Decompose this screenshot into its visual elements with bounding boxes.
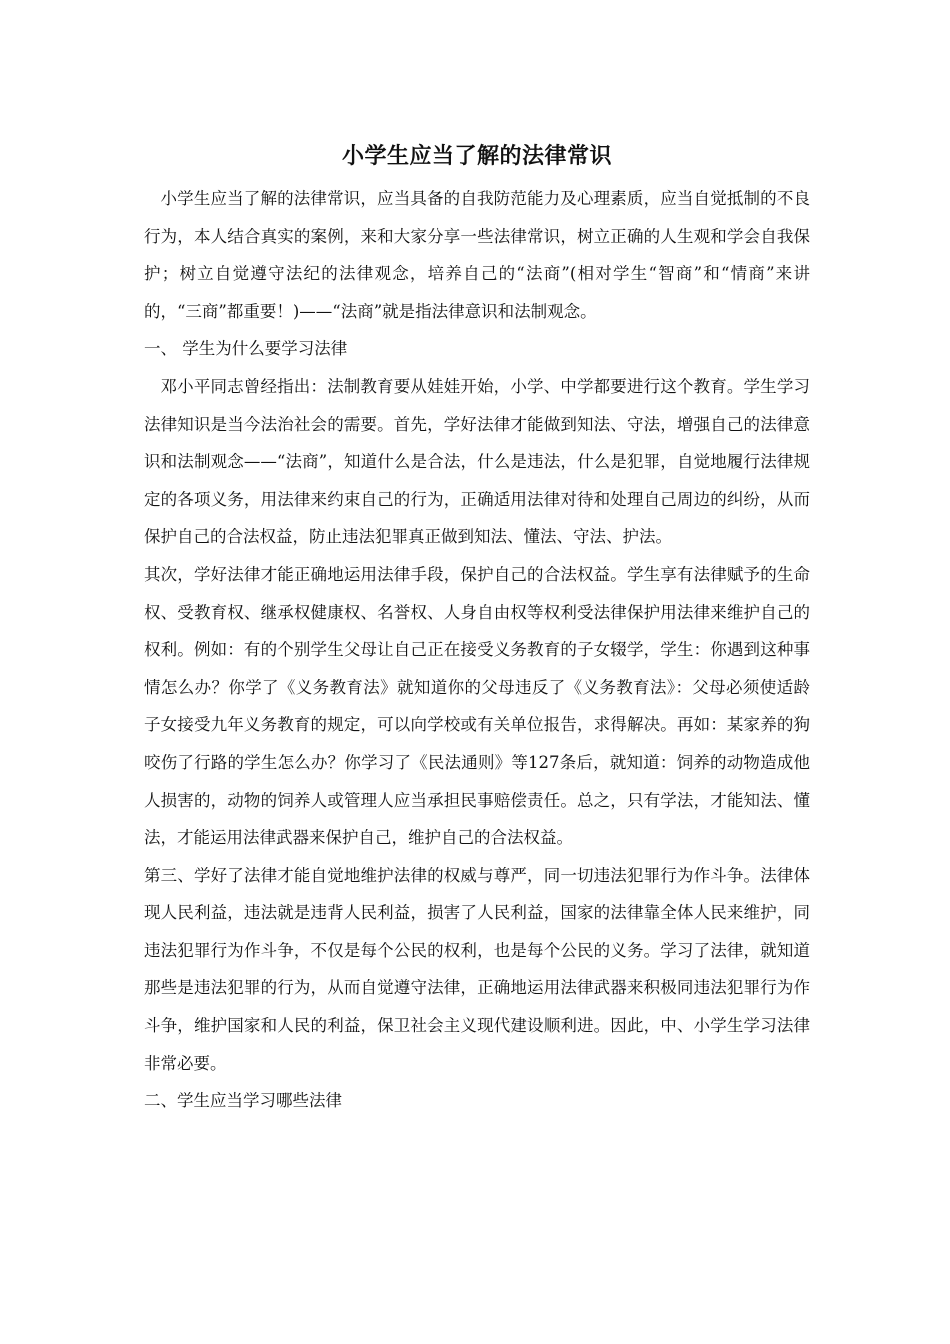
section-1-paragraph-1: 邓小平同志曾经指出：法制教育要从娃娃开始，小学、中学都要进行这个教育。学生学习法律知识是当今法治社会的需要。首先，学好法律才能做到知法、守法，增强自己的法律意识和法制观念——“法商”，知道什么是合法，什么是违法，什么是犯罪，自觉地履行法律规定的各项义务，用法律来约束自己的行为，正确适用法律对待和处理自己周边的纠纷，从而保护自己的合法权益，防止违法犯罪真正做到知法、懂法、守法、护法。 — [144, 376, 810, 547]
section-1-paragraph-3: 第三、学好了法律才能自觉地维护法律的权威与尊严，同一切违法犯罪行为作斗争。法律体现人民利益，违法就是违背人民利益，损害了人民利益，国家的法律靠全体人民来维护，同违法犯罪行为作斗争，不仅是每个公民的权利，也是每个公民的义务。学习了法律，就知道那些是违法犯罪的行为，从而自觉遵守法律，正确地运用法律武器来积极同违法犯罪行为作斗争，维护国家和人民的利益，保卫社会主义现代建设顺利进。因此，中、小学生学习法律非常必要。 — [144, 865, 810, 1073]
section-1-paragraph-2: 其次，学好法律才能正确地运用法律手段，保护自己的合法权益。学生享有法律赋予的生命权、受教育权、继承权健康权、名誉权、人身自由权等权利受法律保护用法律来维护自己的权利。例如：有的个别学生父母让自己正在接受义务教育的子女辍学，学生：你遇到这种事情怎么办？你学了《义务教育法》就知道你的父母违反了《义务教育法》：父母必须使适龄子女接受九年义务教育的规定，可以向学校或有关单位报告，求得解决。再如：某家养的狗咬伤了行路的学生怎么办？你学习了《民法通则》等127条后，就知道：饲养的动物造成他人损害的，动物的饲养人或管理人应当承担民事赔偿责任。总之，只有学法，才能知法、懂法，才能运用法律武器来保护自己，维护自己的合法权益。 — [144, 564, 810, 848]
section-2-heading: 二、学生应当学习哪些法律 — [144, 1091, 342, 1111]
section-1-heading: 一、 学生为什么要学习法律 — [144, 339, 348, 359]
document-page — [144, 140, 810, 1120]
intro-paragraph: 小学生应当了解的法律常识，应当具备的自我防范能力及心理素质，应当自觉抵制的不良行为，本人结合真实的案例，来和大家分享一些法律常识，树立正确的人生观和学会自我保护；树立自觉遵守法纪的法律观念，培养自己的“法商”(相对学生“智商”和“情商”来讲的，“三商”都重要！)——“法商”就是指法律意识和法制观念。 — [144, 189, 810, 321]
document-title: 小学生应当了解的法律常识 — [341, 144, 612, 169]
